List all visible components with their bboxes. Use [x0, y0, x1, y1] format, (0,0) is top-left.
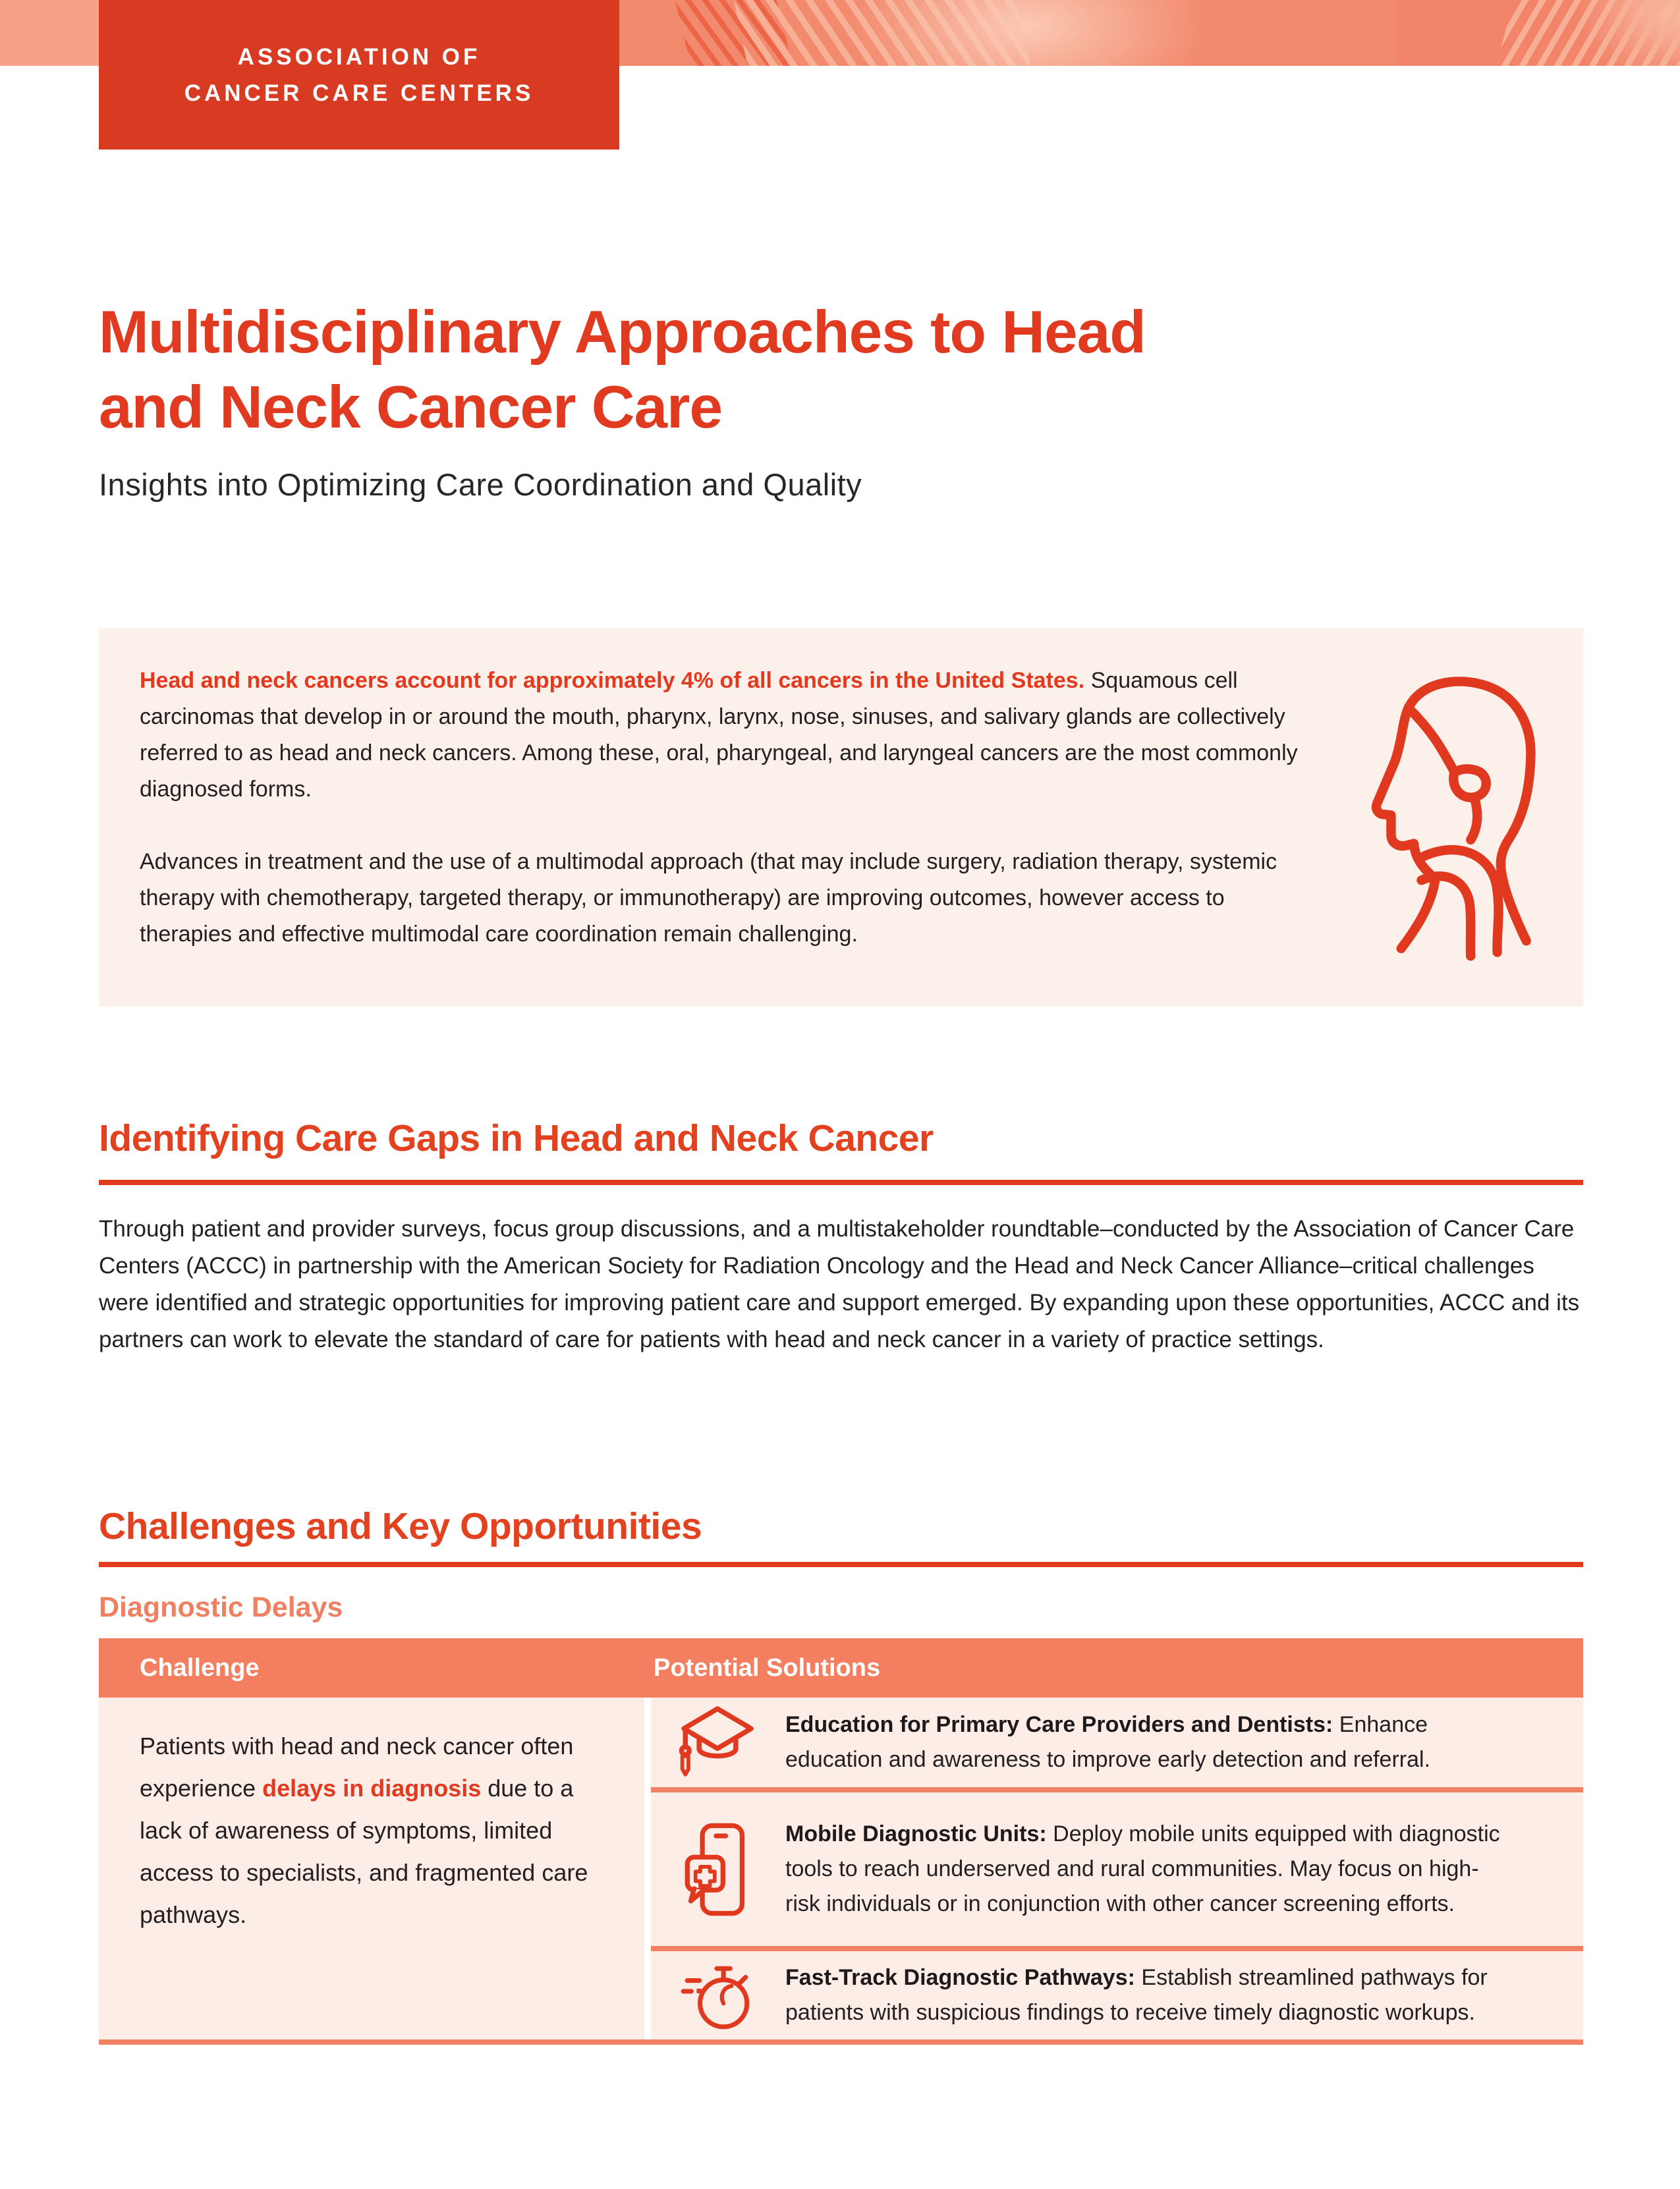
solution-text — [785, 1960, 1513, 2030]
section-rule — [99, 1562, 1583, 1567]
table-body — [99, 1698, 1583, 2039]
solution-text — [785, 1707, 1513, 1777]
solutions-column — [651, 1698, 1583, 2039]
solution-body: Establish streamlined pathways for patients with suspicious findings to receive timely diagnostic workups. — [785, 1965, 1488, 2025]
callout-highlight: Head and neck cancers account for approximately 4% of all cancers in the United States. — [140, 668, 1085, 693]
subheading-diagnostic-delays: Diagnostic Delays — [99, 1592, 343, 1623]
solution-body: Deploy mobile units equipped with diagnostic tools to reach underserved and rural communities. May focus on high-risk individuals or in conjunction with other cancer screening efforts. — [785, 1821, 1500, 1916]
table-bottom-border — [99, 2039, 1583, 2045]
mobile-diagnostic-unit-icon — [668, 1806, 767, 1933]
page-subtitle: Insights into Optimizing Care Coordination and Quality — [99, 467, 862, 502]
callout-paragraph-2: Advances in treatment and the use of a multimodal approach (that may include surgery, radiation therapy, systemic therapy with chemotherapy, targeted therapy, or immunotherapy) are improving outcomes, however access to therapies and effective multimodal care coordination remain challenging. — [140, 849, 1277, 947]
section-heading-care-gaps: Identifying Care Gaps in Head and Neck Cancer — [99, 1117, 934, 1159]
solution-row-education — [651, 1698, 1583, 1787]
callout-paragraph-1-rest: Squamous cell carcinomas that develop in or around the mouth, pharynx, larynx, nose, sinuses, and salivary glands are collectively referred to as head and neck cancers. Among these, oral, pharyngeal, and laryngeal cancers are the most commonly diagnosed forms. — [140, 668, 1298, 802]
challenge-text-post: due to a lack of awareness of symptoms, limited access to specialists, and fragmented care pathways. — [140, 1775, 588, 1928]
care-gaps-paragraph: Through patient and provider surveys, focus group discussions, and a multistakeholder roundtable–conducted by the Association of Cancer Care Centers (ACCC) in partnership with the American Society for Radiation Oncology and the Head and Neck Cancer Alliance–critical challenges were identified and strategic opportunities for improving patient care and support emerged. By expanding upon these opportunities, ACCC and its partners can work to elevate the standard of care for patients with head and neck cancer in a variety of practice settings. — [99, 1216, 1580, 1352]
logo-line-1: ASSOCIATION OF — [237, 43, 481, 70]
banner-glow — [777, 0, 1278, 66]
solution-text — [785, 1817, 1513, 1922]
page-title-line-1: Multidisciplinary Approaches to Head — [99, 299, 1146, 366]
solution-body: Enhance education and awareness to improve early detection and referral. — [785, 1712, 1431, 1772]
banner-light-strip — [0, 0, 100, 66]
page-title — [99, 295, 1146, 445]
table-header-challenge: Challenge — [140, 1653, 260, 1682]
section-rule — [99, 1180, 1583, 1185]
row-separator — [651, 1946, 1583, 1951]
table-header-row — [99, 1638, 1583, 1698]
section-heading-challenges: Challenges and Key Opportunities — [99, 1505, 702, 1547]
stopwatch-icon — [668, 1956, 767, 2034]
table-header-solutions: Potential Solutions — [654, 1653, 881, 1682]
solution-lead: Mobile Diagnostic Units: — [785, 1821, 1047, 1846]
solution-row-mobile-units — [651, 1792, 1583, 1946]
challenge-solutions-table — [99, 1638, 1583, 2045]
head-neck-profile-icon — [1340, 667, 1548, 976]
row-separator — [651, 1787, 1583, 1792]
page-title-line-2: and Neck Cancer Care — [99, 374, 723, 441]
graduation-cap-icon — [668, 1704, 767, 1781]
challenge-text-highlight: delays in diagnosis — [262, 1775, 482, 1802]
solution-lead: Education for Primary Care Providers and Dentists: — [785, 1712, 1333, 1737]
callout-text — [140, 663, 1304, 953]
solution-lead: Fast-Track Diagnostic Pathways: — [785, 1965, 1135, 1990]
accc-logo — [99, 0, 619, 150]
callout-paragraph-1 — [140, 663, 1304, 808]
challenge-text-pre: Patients with head and neck cancer often experience — [140, 1732, 574, 1802]
solution-row-fast-track — [651, 1951, 1583, 2039]
banner-stripe-pattern — [1493, 0, 1680, 66]
intro-callout-box — [99, 628, 1583, 1007]
column-divider — [644, 1698, 651, 2039]
logo-line-2: CANCER CARE CENTERS — [184, 80, 534, 106]
challenge-cell — [99, 1698, 644, 2039]
